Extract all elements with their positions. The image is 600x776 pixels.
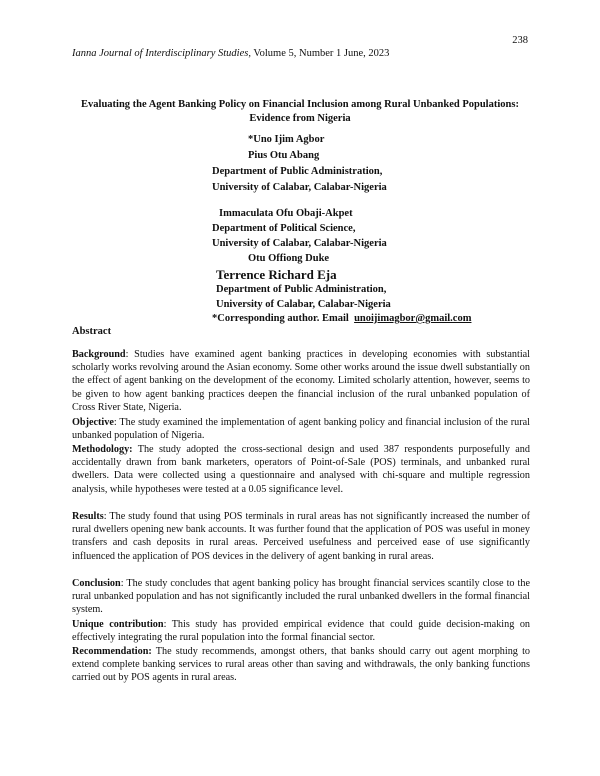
methodology-label: Methodology: xyxy=(72,444,133,455)
affiliation-2-dept: Department of Political Science, xyxy=(212,223,356,234)
unique-contribution-label: Unique contribution xyxy=(72,619,164,630)
author-2: Pius Otu Abang xyxy=(248,150,320,161)
journal-details: Volume 5, Number 1 June, 2023 xyxy=(250,48,390,59)
background-label: Background xyxy=(72,349,126,360)
recommendation-paragraph xyxy=(72,645,530,685)
paper-title: Evaluating the Agent Banking Policy on Financial Inclusion among Rural Unbanked Populations: Evidence from Nigeria xyxy=(81,99,519,124)
results-text: : The study found that using POS terminals in rural areas has not significantly increased the number of rural dwellers opening new bank accounts. It was further found that the application of POS was useful in money transfers and cash deposits in rural areas. Perceived usefulness and perceived ease of use significantly influenced the application of POS devices in the delivery of agent banking in rural areas. xyxy=(72,511,530,562)
recommendation-label: Recommendation: xyxy=(72,646,152,657)
methodology-paragraph xyxy=(72,443,530,496)
corresponding-email-link[interactable]: unoijimagbor@gmail.com xyxy=(354,313,472,324)
objective-paragraph xyxy=(72,416,530,442)
affiliation-3-dept: Department of Public Administration, xyxy=(216,284,387,295)
affiliation-3-uni: University of Calabar, Calabar-Nigeria xyxy=(216,299,391,310)
affiliation-2-uni: University of Calabar, Calabar-Nigeria xyxy=(212,238,387,249)
corresponding-author xyxy=(212,313,471,324)
journal-header xyxy=(72,48,389,59)
author-3: Immaculata Ofu Obaji-Akpet xyxy=(219,208,353,219)
results-label: Results xyxy=(72,511,104,522)
corresponding-label: *Corresponding author. Email xyxy=(212,313,349,324)
background-paragraph xyxy=(72,348,530,414)
author-1: *Uno Ijim Agbor xyxy=(248,134,325,145)
page-number: 238 xyxy=(512,35,528,46)
abstract-heading: Abstract xyxy=(72,326,112,337)
objective-text: : The study examined the implementation of agent banking policy and financial inclusion of the rural unbanked population of Nigeria. xyxy=(72,417,530,442)
methodology-text: The study adopted the cross-sectional design and used 387 respondents purposefully and accidentally drawn from bank marketers, operators of Point-of-Sale (POS) terminals, and unbanked rural dwellers. Data were collected using a questionnaire and analysed with chi-square and multiple regression analysis, while hypotheses were tested at a 0.05 significance level. xyxy=(72,444,530,495)
results-paragraph xyxy=(72,510,530,563)
journal-name: Ianna Journal of Interdisciplinary Studies, xyxy=(72,48,251,59)
author-4: Otu Offiong Duke xyxy=(248,253,330,264)
conclusion-text: : The study concludes that agent banking policy has brought financial services scantily close to the rural unbanked population and has not significantly included the rural unbanked dwellers in the formal financial system. xyxy=(72,578,530,616)
author-5: Terrence Richard Eja xyxy=(216,267,337,282)
unique-contribution-paragraph xyxy=(72,618,530,644)
conclusion-label: Conclusion xyxy=(72,578,121,589)
affiliation-1-uni: University of Calabar, Calabar-Nigeria xyxy=(212,182,387,193)
background-text: : Studies have examined agent banking practices in developing economies with substantial scholarly works revolving around the Asian economy. Some other works around the issue dwell substantially on the effect of agent banking on the development of the economy. Limited scholarly attention, however, seems to be given to how agent banking practices deepen the financial inclusion of the rural unbanked population of Cross River State, Nigeria. xyxy=(72,349,530,413)
recommendation-text: The study recommends, amongst others, that banks should carry out agent morphing to extend complete banking services to rural areas other than saving and withdrawals, the only banking functions carried out by POS agents in rural areas. xyxy=(72,646,530,684)
affiliation-1-dept: Department of Public Administration, xyxy=(212,166,383,177)
objective-label: Objective xyxy=(72,417,114,428)
conclusion-paragraph xyxy=(72,577,530,617)
unique-contribution-text: : This study has provided empirical evidence that could guide decision-making on effectively integrating the rural population into the formal financial sector. xyxy=(72,619,531,644)
